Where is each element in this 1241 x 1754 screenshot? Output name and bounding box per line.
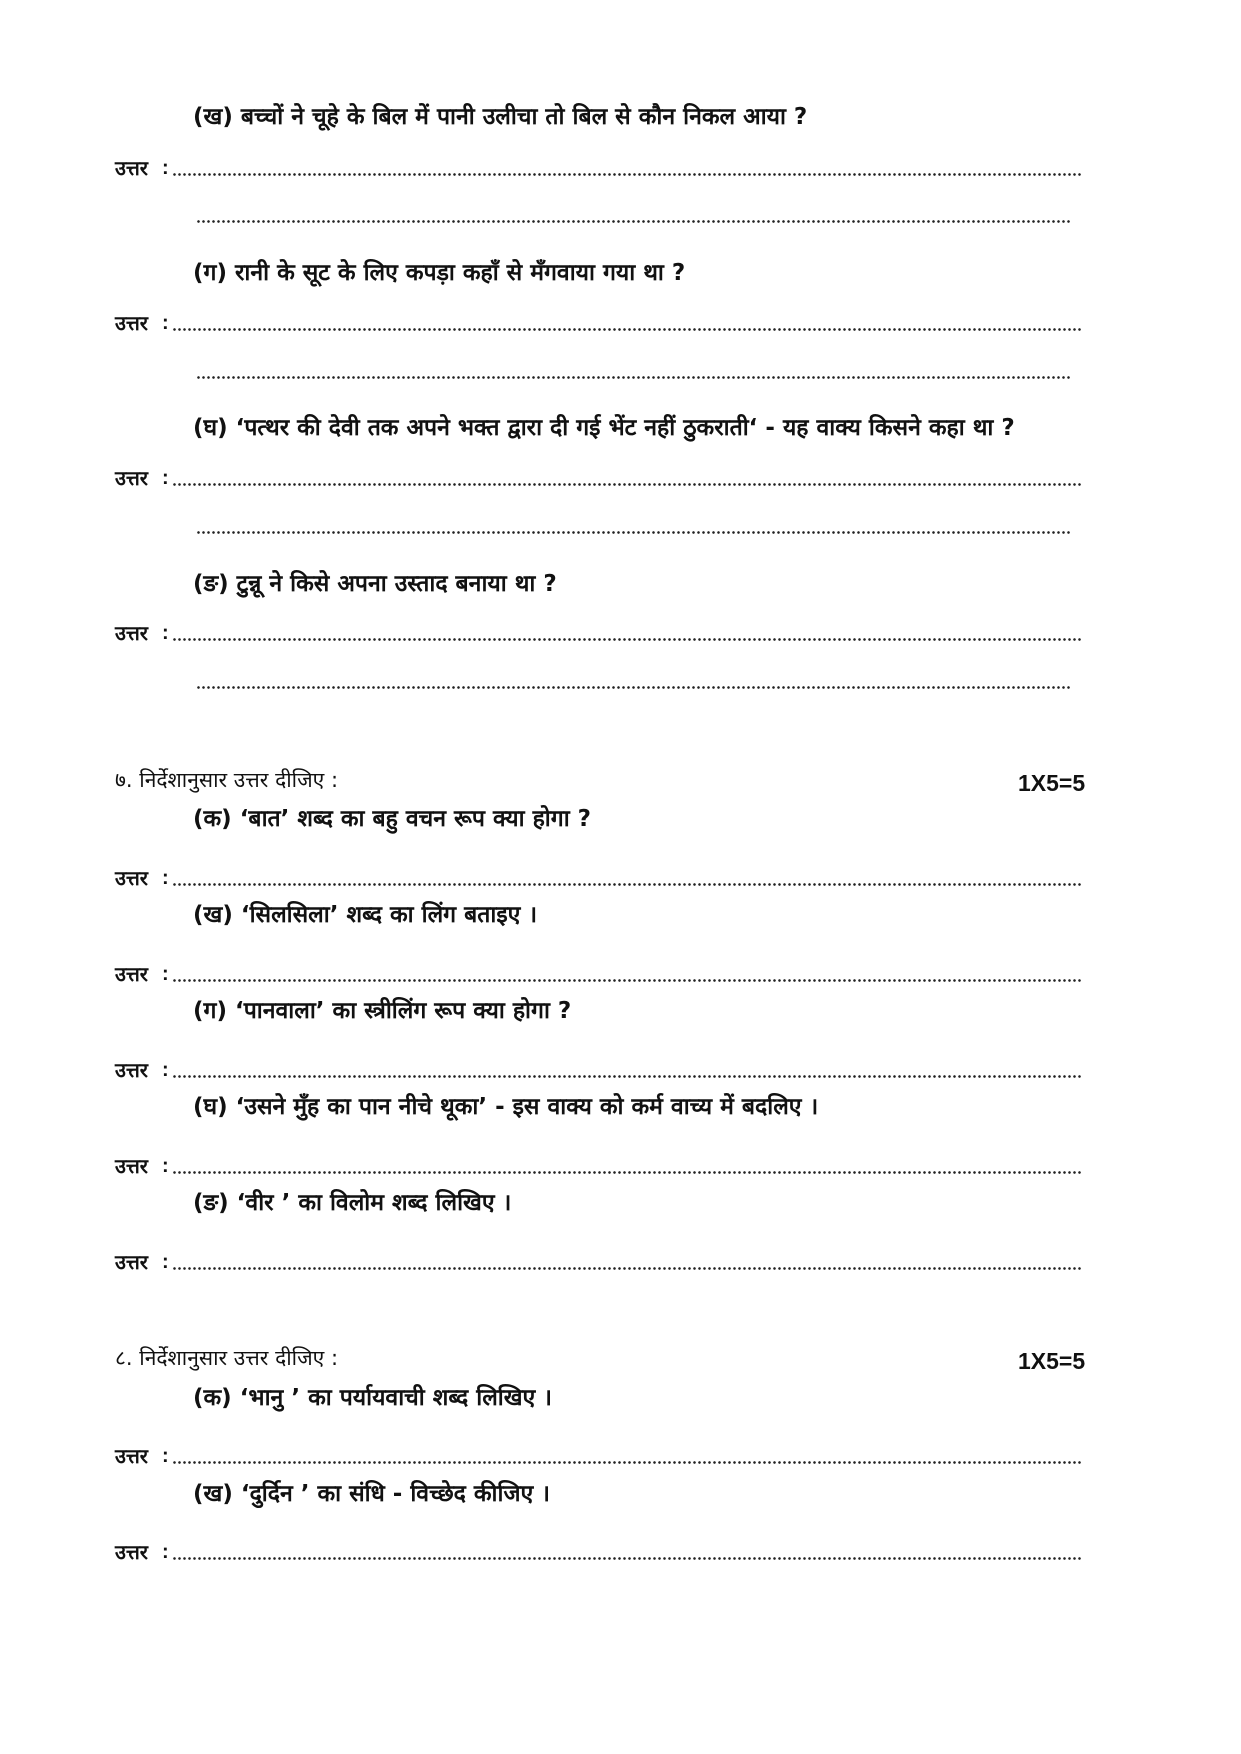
- answer-label: उत्तर: [115, 1058, 148, 1082]
- answer-colon: :: [161, 963, 169, 985]
- answer-label: उत्तर: [115, 962, 148, 986]
- answer-line[interactable]: [115, 1246, 1081, 1272]
- question-8-ka: (क) ‘भानु ’ का पर्यायवाची शब्द लिखिए ।: [193, 1385, 553, 1411]
- answer-colon: :: [161, 157, 169, 179]
- dotted-line: [172, 883, 1081, 886]
- answer-continuation-line[interactable]: [196, 376, 1072, 379]
- answer-label: उत्तर: [115, 621, 148, 645]
- answer-line[interactable]: [115, 617, 1081, 643]
- dotted-line: [172, 1171, 1081, 1174]
- dotted-line: [172, 1461, 1081, 1464]
- answer-continuation-line[interactable]: [196, 686, 1072, 689]
- question-6-ga: (ग) रानी के सूट के लिए कपड़ा कहाँ से मँगवाया गया था ?: [193, 260, 686, 286]
- answer-line[interactable]: [115, 862, 1081, 888]
- answer-continuation-line[interactable]: [196, 531, 1072, 534]
- answer-colon: :: [161, 1155, 169, 1177]
- answer-colon: :: [161, 467, 169, 489]
- question-6-gha: (घ) ‘पत्थर की देवी तक अपने भक्त द्वारा दी गई भेंट नहीं ठुकराती‘ - यह वाक्य किसने कहा था ?: [193, 415, 1015, 441]
- answer-label: उत्तर: [115, 866, 148, 890]
- dotted-line: [172, 638, 1081, 641]
- dotted-line: [172, 1267, 1081, 1270]
- answer-continuation-line[interactable]: [196, 220, 1072, 223]
- question-7-marks: 1X5=5: [1018, 770, 1086, 796]
- answer-label: उत्तर: [115, 1250, 148, 1274]
- answer-colon: :: [161, 1445, 169, 1467]
- question-8-marks: 1X5=5: [1018, 1348, 1086, 1374]
- dotted-line: [172, 979, 1081, 982]
- answer-line[interactable]: [115, 1150, 1081, 1176]
- answer-line[interactable]: [115, 462, 1081, 488]
- answer-colon: :: [161, 622, 169, 644]
- dotted-line: [172, 483, 1081, 486]
- answer-line[interactable]: [115, 152, 1081, 178]
- answer-line[interactable]: [115, 958, 1081, 984]
- question-7-heading: ७. निर्देशानुसार उत्तर दीजिए :: [115, 768, 339, 792]
- answer-label: उत्तर: [115, 466, 148, 490]
- dotted-line: [172, 1075, 1081, 1078]
- question-6-kha: (ख) बच्चों ने चूहे के बिल में पानी उलीचा तो बिल से कौन निकल आया ?: [193, 104, 808, 130]
- question-7-ga: (ग) ‘पानवाला’ का स्त्रीलिंग रूप क्या होगा ?: [193, 998, 572, 1024]
- dotted-line: [172, 328, 1081, 331]
- answer-label: उत्तर: [115, 1540, 148, 1564]
- answer-line[interactable]: [115, 1054, 1081, 1080]
- question-8-kha: (ख) ‘दुर्दिन ’ का संधि - विच्छेद कीजिए ।: [193, 1481, 550, 1507]
- answer-label: उत्तर: [115, 1154, 148, 1178]
- answer-colon: :: [161, 1251, 169, 1273]
- question-7-nga: (ङ) ‘वीर ’ का विलोम शब्द लिखिए ।: [193, 1190, 512, 1216]
- answer-colon: :: [161, 1059, 169, 1081]
- dotted-line: [172, 173, 1081, 176]
- answer-colon: :: [161, 867, 169, 889]
- question-8-heading: ८. निर्देशानुसार उत्तर दीजिए :: [115, 1346, 339, 1370]
- question-7-kha: (ख) ‘सिलसिला’ शब्द का लिंग बताइए ।: [193, 902, 538, 928]
- question-6-nga: (ङ) टुन्नू ने किसे अपना उस्ताद बनाया था ?: [193, 571, 557, 597]
- answer-line[interactable]: [115, 307, 1081, 333]
- answer-label: उत्तर: [115, 156, 148, 180]
- question-7-ka: (क) ‘बात’ शब्द का बहु वचन रूप क्या होगा ?: [193, 806, 592, 832]
- answer-line[interactable]: [115, 1536, 1081, 1562]
- answer-label: उत्तर: [115, 1444, 148, 1468]
- answer-line[interactable]: [115, 1440, 1081, 1466]
- question-7-gha: (घ) ‘उसने मुँह का पान नीचे थूका’ - इस वाक्य को कर्म वाच्य में बदलिए ।: [193, 1094, 819, 1120]
- answer-colon: :: [161, 1541, 169, 1563]
- answer-label: उत्तर: [115, 311, 148, 335]
- answer-colon: :: [161, 312, 169, 334]
- dotted-line: [172, 1557, 1081, 1560]
